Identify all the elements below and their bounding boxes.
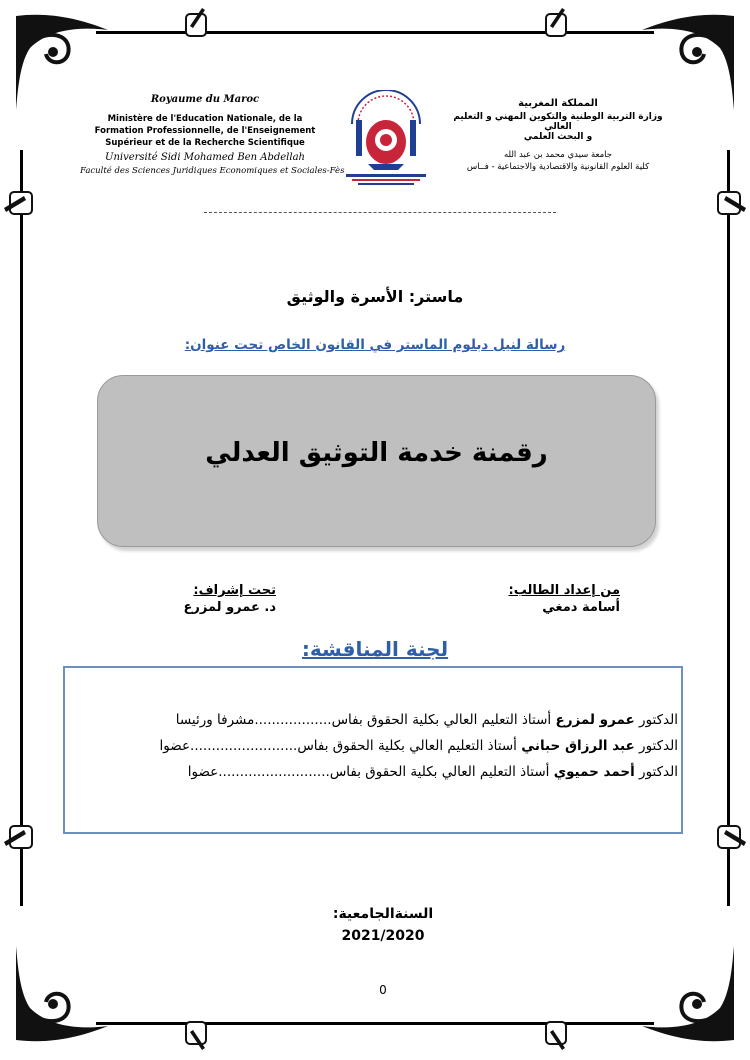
ministry-ar-line2: و البحث العلمي <box>523 132 593 142</box>
master-program: ماستر: الأسرة والوثيق <box>286 287 464 306</box>
jury-member-name: عمرو لمزرع <box>555 712 635 728</box>
ministry-ar-line1: وزارة التربية الوطنية والتكوين المهني و التعليم العالي <box>453 112 663 132</box>
kingdom-ar: المملكة المغربية <box>518 98 598 109</box>
pen-icon <box>712 820 750 856</box>
academic-year-label: السنةالجامعية: <box>332 906 434 922</box>
pen-icon <box>180 0 212 40</box>
thesis-title-box <box>97 375 656 547</box>
faculty-ar: كلية العلوم القانونية والاقتصادية والاجتماعية - فــاس <box>466 162 650 172</box>
jury-member-title: الدكتور <box>639 738 678 754</box>
jury-member <box>188 764 678 780</box>
pen-icon <box>712 186 750 222</box>
thesis-title: رقمنة خدمة التوثيق العدلي <box>205 438 548 468</box>
university-ar: جامعة سيدي محمد بن عبد الله <box>503 150 613 160</box>
thesis-intro: رسالة لنيل دبلوم الماستر في القانون الخاص تحت عنوان: <box>184 337 566 353</box>
jury-member-name: أحمد حميوي <box>553 764 635 780</box>
pen-icon <box>0 186 38 222</box>
student-block <box>470 583 620 615</box>
jury-member-name: عبد الرزاق حباني <box>521 738 635 754</box>
supervisor-label: تحت إشراف: <box>193 583 276 598</box>
student-name: أسامة دمغي <box>542 600 620 615</box>
jury-member-dots: .......................... <box>218 764 330 780</box>
jury-title: لجنة المناقشة: <box>301 637 449 661</box>
jury-member-role: عضوا <box>187 764 219 780</box>
jury-member-dots: .................. <box>254 712 332 728</box>
university-fr: Université Sidi Mohamed Ben Abdellah <box>105 152 305 163</box>
faculty-fr: Faculté des Sciences Juridiques Economiques et Sociales-Fès <box>80 166 345 176</box>
ministry-fr: Ministère de l'Education Nationale, de la Formation Professionnelle, de l'Enseignement Supérieur et de la Recherche Scientifique <box>94 114 316 148</box>
jury-member-description: أستاذ التعليم العالي بكلية الحقوق بفاس <box>297 738 517 754</box>
university-logo <box>338 90 434 190</box>
header-arabic <box>446 98 670 172</box>
jury-member-title: الدكتور <box>639 764 678 780</box>
pen-icon <box>540 0 572 40</box>
academic-year-value: 2021/2020 <box>341 928 425 944</box>
jury-member <box>160 738 678 754</box>
jury-member-description: أستاذ التعليم العالي بكلية الحقوق بفاس <box>329 764 550 780</box>
pen-icon <box>540 1018 572 1056</box>
jury-member-role: مشرفا ورئيسا <box>175 712 255 728</box>
header-french <box>80 94 345 176</box>
supervisor-name: د. عمرو لمزرع <box>183 600 276 615</box>
jury-member-role: عضوا <box>159 738 191 754</box>
supervisor-block <box>140 583 276 615</box>
jury-member-dots: ......................... <box>190 738 298 754</box>
header-divider <box>204 212 556 213</box>
jury-member-description: أستاذ التعليم العالي بكلية الحقوق بفاس <box>331 712 552 728</box>
jury-member-title: الدكتور <box>639 712 678 728</box>
jury-member <box>176 712 678 728</box>
pen-icon <box>0 820 38 856</box>
pen-icon <box>180 1018 212 1056</box>
kingdom-fr: Royaume du Maroc <box>150 94 260 105</box>
page-number: 0 <box>379 983 387 997</box>
student-label: من إعداد الطالب: <box>508 583 620 598</box>
